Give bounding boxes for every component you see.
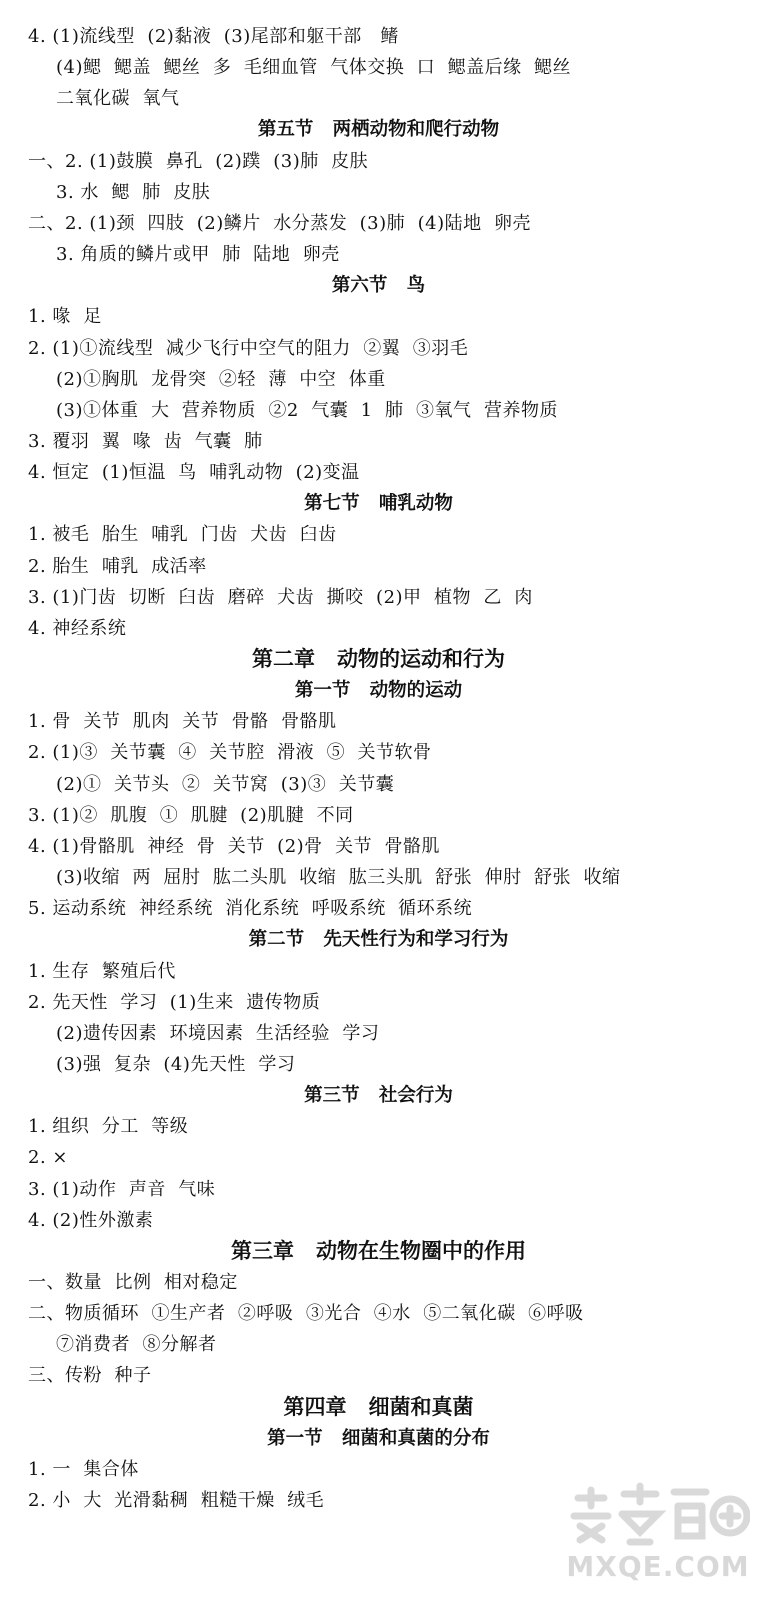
section-heading: 第七节 哺乳动物 [304, 493, 453, 515]
answer-line: 2. 小 大 光滑黏稠 粗糙干燥 绒毛 [28, 1490, 325, 1512]
answer-line: 1. 生存 繁殖后代 [28, 960, 176, 982]
watermark-text: MXQE.COM [566, 1550, 750, 1583]
chapter-heading: 第三章 动物在生物圈中的作用 [231, 1238, 526, 1263]
answer-line: 二氧化碳 氧气 [56, 88, 180, 110]
answer-line: 1. 组织 分工 等级 [28, 1116, 189, 1138]
answer-line: 3. (1)② 肌腹 ① 肌腱 (2)肌腱 不同 [28, 804, 354, 826]
answer-line: 3. 覆羽 翼 喙 齿 气囊 肺 [28, 430, 263, 452]
answer-line: 二、2. (1)颈 四肢 (2)鳞片 水分蒸发 (3)肺 (4)陆地 卵壳 [28, 212, 532, 234]
answer-line: 2. (1)①流线型 减少飞行中空气的阻力 ②翼 ③羽毛 [28, 337, 469, 359]
answer-line: 4. 恒定 (1)恒温 鸟 哺乳动物 (2)变温 [28, 462, 360, 484]
answer-line: 三、传粉 种子 [28, 1365, 152, 1387]
answer-line: 1. 喙 足 [28, 306, 102, 328]
answer-line: 1. 骨 关节 肌肉 关节 骨骼 骨骼肌 [28, 711, 337, 733]
answer-line: 2. 先天性 学习 (1)生来 遗传物质 [28, 991, 321, 1013]
chapter-heading: 第四章 细菌和真菌 [283, 1394, 474, 1419]
answer-line: 3. 水 鳃 肺 皮肤 [56, 181, 211, 203]
section-heading: 第一节 动物的运动 [294, 680, 463, 702]
answer-line: (3)①体重 大 营养物质 ②2 气囊 1 肺 ③氧气 营养物质 [56, 399, 558, 421]
answer-line: (2)①胸肌 龙骨突 ②轻 薄 中空 体重 [56, 368, 386, 390]
section-heading: 第一节 细菌和真菌的分布 [267, 1427, 490, 1449]
section-heading: 第五节 两栖动物和爬行动物 [257, 119, 500, 141]
answer-line: 4. 神经系统 [28, 617, 127, 639]
answer-line: 2. (1)③ 关节囊 ④ 关节腔 滑液 ⑤ 关节软骨 [28, 742, 432, 764]
watermark-emblem [560, 1480, 750, 1560]
watermark-logo [560, 1480, 750, 1595]
answer-line: 2. × [28, 1147, 68, 1169]
answer-line: 二、物质循环 ①生产者 ②呼吸 ③光合 ④水 ⑤二氧化碳 ⑥呼吸 [28, 1303, 584, 1325]
answer-line: 4. (1)骨骼肌 神经 骨 关节 (2)骨 关节 骨骼肌 [28, 835, 441, 857]
section-heading: 第三节 社会行为 [304, 1085, 453, 1107]
answer-line: (3)收缩 两 屈肘 肱二头肌 收缩 肱三头肌 舒张 伸肘 舒张 收缩 [56, 867, 621, 889]
answer-line: 3. (1)门齿 切断 臼齿 磨碎 犬齿 撕咬 (2)甲 植物 乙 肉 [28, 586, 533, 608]
answer-line: 1. 一 集合体 [28, 1458, 139, 1480]
answer-line: ⑦消费者 ⑧分解者 [56, 1334, 217, 1356]
chapter-heading: 第二章 动物的运动和行为 [252, 647, 505, 671]
answer-line: 1. 被毛 胎生 哺乳 门齿 犬齿 臼齿 [28, 524, 337, 546]
answer-line: 4. (1)流线型 (2)黏液 (3)尾部和躯干部 鳍 [28, 26, 399, 47]
section-heading: 第六节 鸟 [331, 275, 426, 297]
answer-line: (2)遗传因素 环境因素 生活经验 学习 [56, 1022, 380, 1044]
answer-line: (4)鳃 鳃盖 鳃丝 多 毛细血管 气体交换 口 鳃盖后缘 鳃丝 [56, 57, 572, 79]
section-heading: 第二节 先天性行为和学习行为 [248, 929, 509, 951]
answer-line: (2)① 关节头 ② 关节窝 (3)③ 关节囊 [56, 773, 395, 795]
answer-line: 3. (1)动作 声音 气味 [28, 1178, 216, 1200]
answer-line: 2. 胎生 哺乳 成活率 [28, 555, 207, 577]
answer-line: 5. 运动系统 神经系统 消化系统 呼吸系统 循环系统 [28, 898, 473, 920]
answer-line: 3. 角质的鳞片或甲 肺 陆地 卵壳 [56, 244, 340, 266]
answer-line: 一、2. (1)鼓膜 鼻孔 (2)蹼 (3)肺 皮肤 [28, 150, 369, 172]
answer-line: 一、数量 比例 相对稳定 [28, 1272, 238, 1293]
answer-line: 4. (2)性外激素 [28, 1209, 154, 1231]
answer-line: (3)强 复杂 (4)先天性 学习 [56, 1053, 296, 1075]
